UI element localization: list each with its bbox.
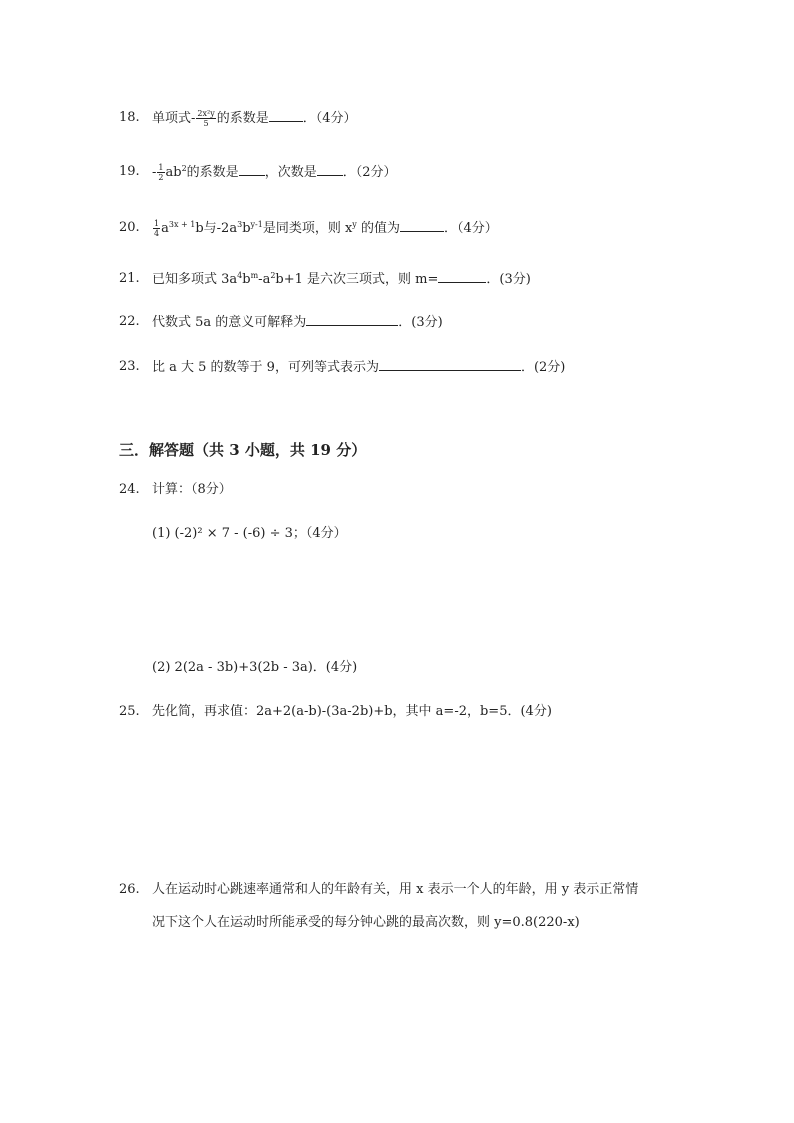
question-text-line-2: 况下这个人在运动时所能承受的每分钟心跳的最高次数，则 y=0.8(220-x) <box>152 915 580 930</box>
score-label: ．（4分） <box>302 111 357 126</box>
score-label: ．（4分） <box>443 221 498 236</box>
question-24-part-2: (2) 2(2a - 3b)+3(2b - 3a)．(4分) <box>152 660 358 675</box>
fraction: $\frac{1}{4}$ <box>154 219 160 238</box>
answer-blank[interactable] <box>239 163 265 176</box>
question-text-line-1: 人在运动时心跳速率通常和人的年龄有关，用 x 表示一个人的年龄，用 y 表示正常情 <box>152 882 639 897</box>
question-number: 20. <box>119 220 140 235</box>
score-label: ．(2分) <box>520 360 566 375</box>
question-18: 18. 单项式- $\frac{\text{2x²y}}{5}$ 的系数是 ．（4分） <box>119 109 357 128</box>
fraction: $\frac{\text{2x²y}}{5}$ <box>197 109 215 128</box>
question-21: 21. 已知多项式 $3a^4b^m-a^2b+1$ 是六次三项式，则 m= ．(3分) <box>119 271 531 287</box>
question-text: 先化简，再求值：2a+2(a-b)-(3a-2b)+b，其中 a=-2，b=5．(4分) <box>152 704 552 719</box>
fraction: $\frac{1}{2}$ <box>158 163 164 182</box>
question-22: 22. 代数式 5a 的意义可解释为 ．(3分) <box>119 314 443 330</box>
answer-blank[interactable] <box>269 109 303 122</box>
question-26 <box>119 881 679 901</box>
answer-blank[interactable] <box>379 358 521 371</box>
score-label: ．(3分) <box>398 315 443 330</box>
question-24 <box>119 481 479 501</box>
question-number: 19. <box>119 164 140 179</box>
question-23: 23. 比 a 大 5 的数等于 9，可列等式表示为 ．(2分) <box>119 359 566 375</box>
score-label: ．（2分） <box>342 165 397 180</box>
question-number: 21. <box>119 271 140 286</box>
answer-blank[interactable] <box>400 219 444 232</box>
question-number: 22. <box>119 314 140 329</box>
question-text: 计算：（8分） <box>152 482 232 497</box>
question-24-part-1: (1) (-2)² × 7 - (-6) ÷ 3；（4分） <box>152 526 347 541</box>
section-title: 三．解答题（共 3 小题，共 19 分） <box>119 441 367 459</box>
question-number: 18. <box>119 110 140 125</box>
question-number: 26. <box>119 882 140 897</box>
question-20: 20. $\frac{1}{4}$ $a^{3x + 1}b$与$-2a^3b^{y-1}$是同类项，则 $x^y$ 的值为 ．（4分） <box>119 219 498 238</box>
question-number: 25. <box>119 704 140 719</box>
question-25 <box>119 703 599 723</box>
question-19: 19. - $\frac{1}{2}$ $ab^2$的系数是 ，次数是 ．（2分） <box>119 163 397 182</box>
answer-blank[interactable] <box>317 163 343 176</box>
question-text: 单项式 <box>152 111 192 126</box>
question-number: 24. <box>119 482 140 497</box>
question-number: 23. <box>119 359 140 374</box>
answer-blank[interactable] <box>306 313 398 326</box>
score-label: ．(3分) <box>486 272 531 287</box>
answer-blank[interactable] <box>438 270 486 283</box>
